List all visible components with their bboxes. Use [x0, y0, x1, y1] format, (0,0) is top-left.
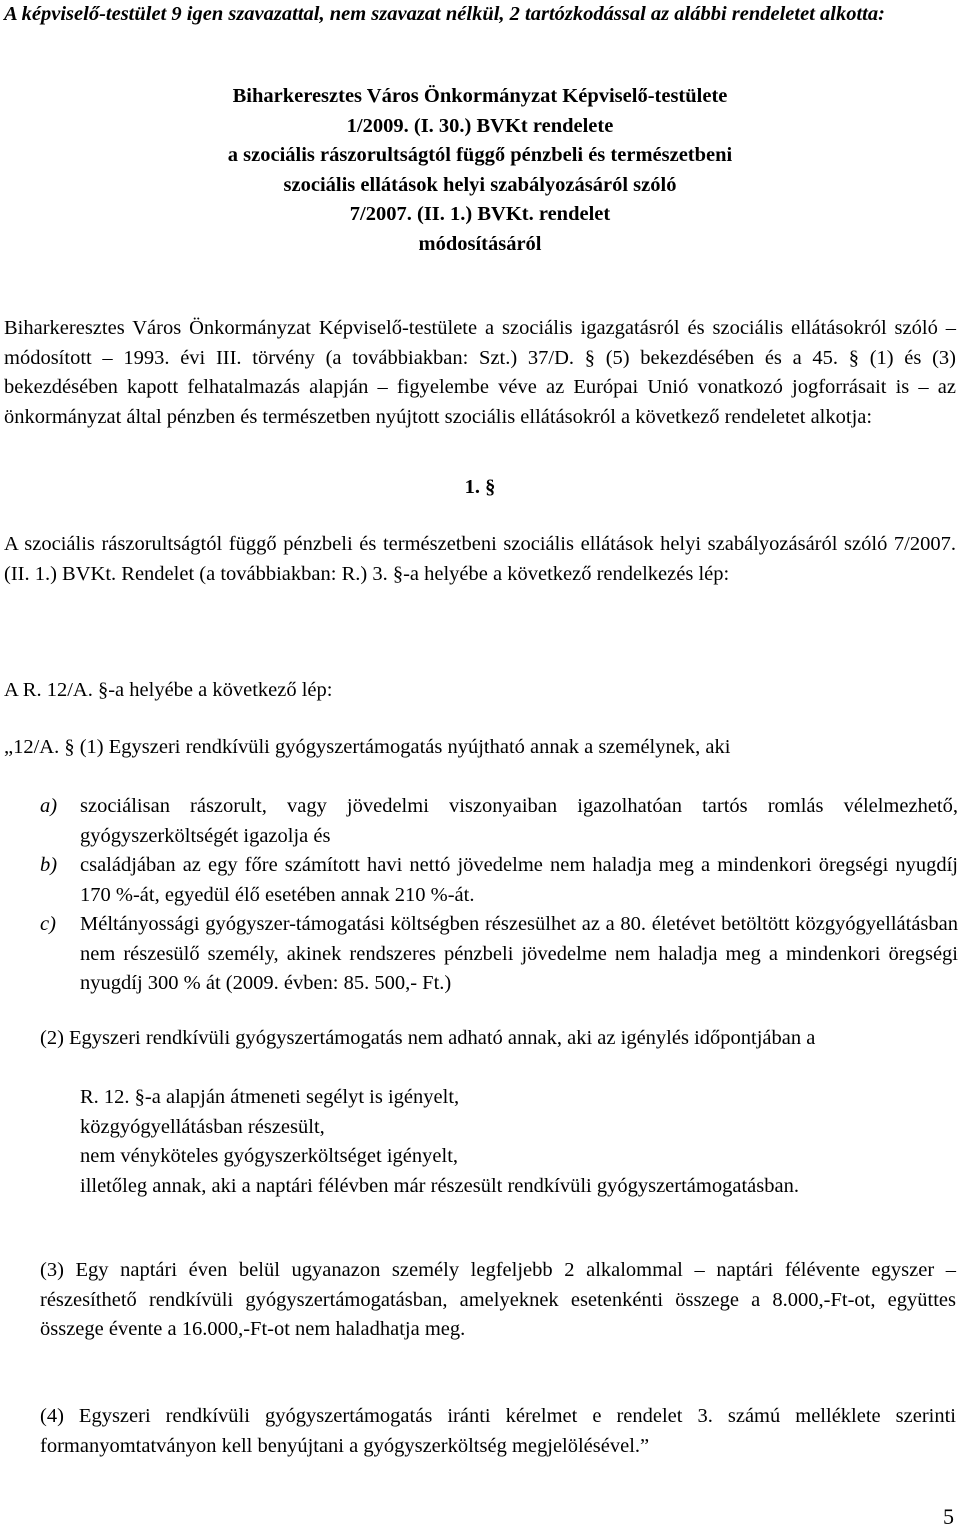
paragraph-4: (4) Egyszeri rendkívüli gyógyszertámogatás iránti kérelmet e rendelet 3. számú melléklete szerinti formanyomtatványon kell benyújtani a gyógyszerköltség megjelölésével.”: [40, 1405, 956, 1457]
r12a-intro: A R. 12/A. §-a helyébe a következő lép:: [4, 679, 333, 701]
regulation-heading: [0, 82, 960, 260]
heading-line-5: 7/2007. (II. 1.) BVKt. rendelet: [349, 203, 611, 226]
heading-line-1: Biharkeresztes Város Önkormányzat Képviselő-testülete: [232, 85, 728, 107]
section-1-title: 1. §: [464, 476, 496, 498]
list-item-b: [40, 851, 958, 910]
list-item-c: [40, 910, 958, 999]
paragraph-2-intro: (2) Egyszeri rendkívüli gyógyszertámogatás nem adható annak, aki az igénylés időpontjában a: [40, 1027, 816, 1049]
item-c-label: c): [40, 913, 56, 935]
item-a-text: szociálisan rászorult, vagy jövedelmi viszonyaiban igazolhatóan tartós romlás vélelmezhető, gyógyszerköltségét igazolja és: [80, 795, 958, 847]
heading-line-4: szociális ellátások helyi szabályozásáról szóló: [283, 173, 677, 196]
intro-text: A képviselő-testület 9 igen szavazattal, nem szavazat nélkül, 2 tartózkodással az alábbi rendeletet alkotta:: [4, 3, 885, 25]
section-1-text: A szociális rászorultságtól függő pénzbeli és természetbeni szociális ellátások helyi szabályozásáról szóló 7/2007. (II. 1.) BVKt. Rendelet (a továbbiakban: R.) 3. §-a helyébe a következő rendelkezés lép:: [4, 533, 956, 585]
page-number: 5: [943, 1504, 954, 1529]
paragraph-2-item-1: R. 12. §-a alapján átmeneti segélyt is igényelt,: [80, 1086, 460, 1108]
heading-line-2: 1/2009. (I. 30.) BVKt rendelete: [346, 114, 614, 137]
item-b-text: családjában az egy főre számított havi nettó jövedelme nem haladja meg a mindenkori öregségi nyugdíj 170 %-át, egyedül élő esetében annak 210 %-át.: [80, 854, 958, 906]
paragraph-2-item-2: közgyógyellátásban részesült,: [80, 1115, 325, 1138]
r12a-paragraph-1: „12/A. § (1) Egyszeri rendkívüli gyógyszertámogatás nyújtható annak a személynek, aki: [4, 736, 731, 758]
heading-line-3: a szociális rászorultságtól függő pénzbeli és természetbeni: [227, 144, 733, 167]
item-a-label: a): [40, 795, 58, 817]
heading-line-6: módosításáról: [418, 232, 542, 255]
item-c-text: Méltányossági gyógyszer-támogatási költségben részesülhet az a 80. életévet betöltött közgyógyellátásban nem részesülő személy, akinek rendszeres pénzbeli jövedelme nem haladja meg a mindenkori öregségi nyugdíj 300 % át (2009. évben: 85. 500,- Ft.): [80, 913, 958, 995]
preamble: Biharkeresztes Város Önkormányzat Képviselő-testülete a szociális igazgatásról és szociális ellátásokról szóló – módosított – 1993. évi III. törvény (a továbbiakban: Szt.) 37/D. § (5) bekezdésében és a 45. § (1) és (3) bekezdésében kapott felhatalmazás alapján – figyelembe véve az Európai Unió vonatkozó jogforrásait is – az önkormányzat által pénzben és természetben nyújtott szociális ellátásokról a következő rendeletet alkotja:: [4, 317, 956, 428]
paragraph-3: (3) Egy naptári éven belül ugyanazon személy legfeljebb 2 alkalommal – naptári félévente egyszer – részesíthető rendkívüli gyógyszertámogatásban, amelyeknek esetenkénti összege a 8.000,-Ft-ot, együttes összege évente a 16.000,-Ft-ot nem haladhatja meg.: [40, 1259, 956, 1341]
paragraph-2-list: [40, 1083, 956, 1172]
item-b-label: b): [40, 854, 58, 876]
paragraph-2-item-3: nem vényköteles gyógyszerköltséget igényelt,: [80, 1145, 459, 1168]
paragraph-2-item-4: illetőleg annak, aki a naptári félévben már részesült rendkívüli gyógyszertámogatásban.: [80, 1175, 799, 1197]
list-item-a: [40, 792, 958, 851]
